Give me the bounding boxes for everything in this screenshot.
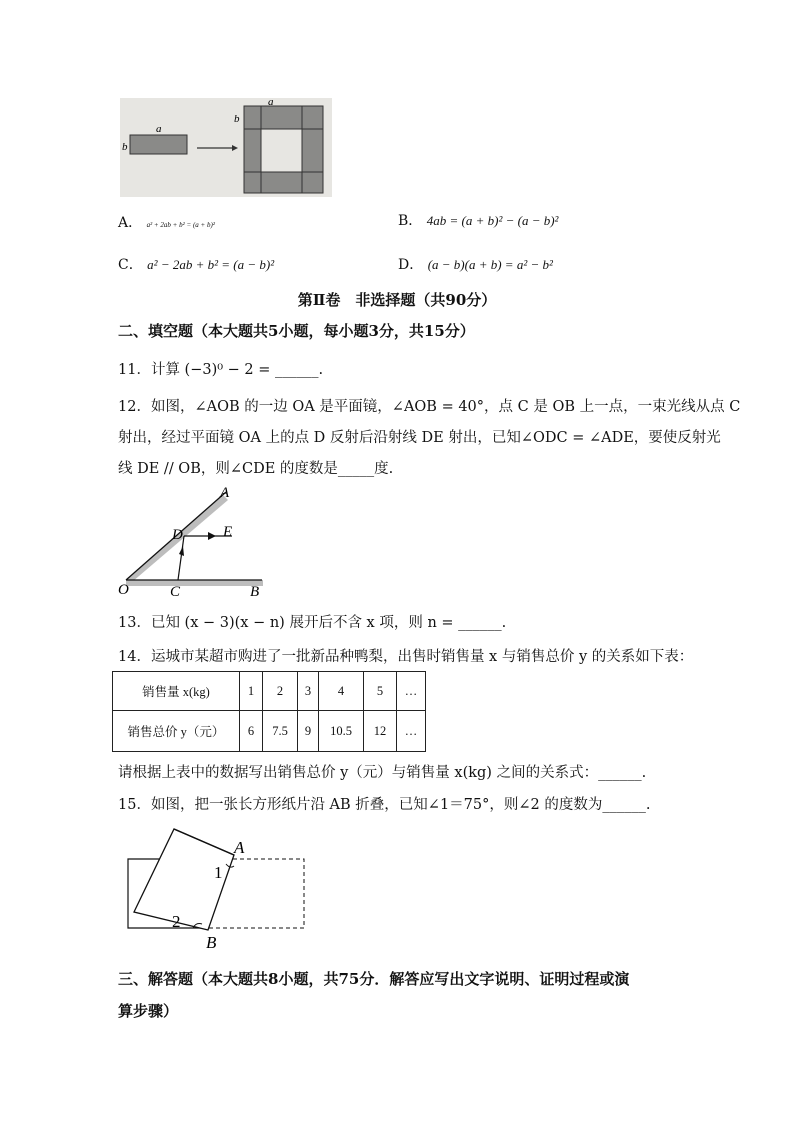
table-cell: …	[397, 711, 426, 752]
table-cell: 4	[319, 672, 364, 711]
table-cell: 2	[263, 672, 298, 711]
q10-figure	[120, 98, 332, 197]
question-15: 15．如图，把一张长方形纸片沿 AB 折叠，已知∠1＝75°，则∠2 的度数为______.	[118, 797, 651, 813]
q10-label-a-left: a	[156, 123, 162, 135]
option-c-letter: C．	[118, 257, 143, 273]
q10-label-b-right: b	[234, 113, 240, 125]
table-cell: 9	[298, 711, 319, 752]
option-b-letter: B．	[398, 213, 423, 229]
solve-header-line-1: 三、解答题（本大题共8小题，共75分．解答应写出文字说明、证明过程或演	[118, 970, 630, 988]
table-cell: 销售总价 y（元）	[113, 711, 240, 752]
question-14-intro: 14．运城市某超市购进了一批新品种鸭梨，出售时销售量 x 与销售总价 y 的关系如下表：	[118, 649, 694, 665]
section-2-title: 第Ⅱ卷 非选择题（共90分）	[297, 291, 497, 309]
q12-mirror-figure	[112, 484, 272, 600]
table-cell: 3	[298, 672, 319, 711]
table-cell: 10.5	[319, 711, 364, 752]
solve-header-line-2: 算步骤）	[118, 1002, 179, 1020]
question-12-line-3: 线 DE // OB，则∠CDE 的度数是_____度.	[118, 461, 394, 477]
q10-label-b-left: b	[122, 141, 128, 153]
question-12-line-1: 12．如图，∠AOB 的一边 OA 是平面镜，∠AOB = 40°，点 C 是 OB 上一点，一束光线从点 C	[118, 399, 741, 415]
q10-figure-photo	[120, 98, 332, 197]
q15-label-b: B	[206, 933, 217, 952]
table-cell: 12	[364, 711, 397, 752]
table-row	[113, 672, 426, 711]
table-cell: 6	[240, 711, 263, 752]
table-row	[113, 711, 426, 752]
option-d-text: (a − b)(a + b) = a² − b²	[427, 257, 553, 272]
option-c-text: a² − 2ab + b² = (a − b)²	[147, 257, 275, 272]
question-12-line-2: 射出，经过平面镜 OA 上的点 D 反射后沿射线 DE 射出，已知∠ODC = ∠ADE，要使反射光	[118, 430, 721, 446]
question-13: 13．已知 (x − 3)(x − n) 展开后不含 x 项，则 n = ______.	[118, 615, 507, 631]
q10-option-c	[118, 254, 274, 274]
q10-option-d	[398, 254, 553, 274]
q15-label-a: A	[234, 838, 245, 857]
question-14-question: 请根据上表中的数据写出销售总价 y（元）与销售量 x(kg) 之间的关系式：______.	[118, 765, 647, 781]
q12-label-a: A	[220, 485, 230, 501]
table-cell: 5	[364, 672, 397, 711]
table-cell: 7.5	[263, 711, 298, 752]
q15-angle-1-label: 1	[214, 863, 223, 882]
q12-label-d: D	[172, 527, 183, 543]
q12-label-c: C	[170, 584, 181, 600]
q10-option-a	[118, 212, 215, 232]
option-d-letter: D．	[398, 257, 424, 273]
q10-option-b	[398, 210, 558, 230]
q14-table	[112, 671, 426, 752]
q15-fold-figure	[122, 826, 312, 952]
fill-blank-header: 二、填空题（本大题共5小题，每小题3分，共15分）	[118, 322, 475, 340]
q12-label-o: O	[118, 582, 129, 598]
q12-label-b: B	[250, 584, 260, 600]
table-cell: 1	[240, 672, 263, 711]
option-a-letter: A．	[118, 215, 143, 231]
question-11: 11．计算 (−3)⁰ − 2 = ______.	[118, 362, 324, 378]
option-a-text: a² + 2ab + b² = (a + b)²	[146, 221, 215, 229]
table-cell: 销售量 x(kg)	[113, 672, 240, 711]
q10-label-a-right: a	[268, 98, 274, 108]
option-b-text: 4ab = (a + b)² − (a − b)²	[426, 213, 559, 228]
q15-angle-2-label: 2	[172, 912, 181, 931]
q12-label-e: E	[223, 524, 233, 540]
table-cell: …	[397, 672, 426, 711]
